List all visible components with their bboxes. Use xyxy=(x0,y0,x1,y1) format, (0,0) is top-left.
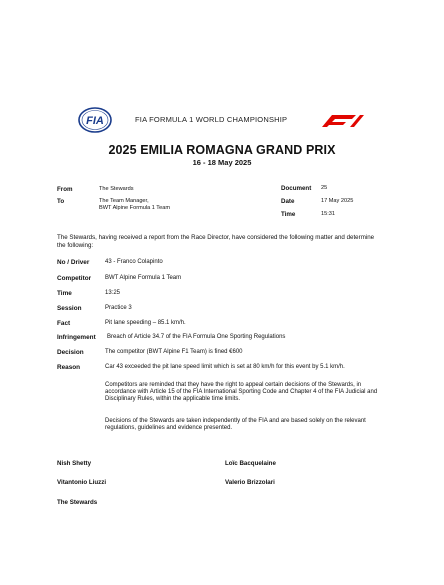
session-value: Practice 3 xyxy=(105,305,132,311)
document-label: Document xyxy=(281,185,312,192)
reason-value: Car 43 exceeded the pit lane speed limit which is set at 80 km/h for this event by 5.1 km/h. xyxy=(105,364,345,370)
to-value-line-2: BWT Alpine Formula 1 Team xyxy=(99,205,170,211)
fact-label: Fact xyxy=(57,320,71,327)
infringement-value: Breach of Article 34.7 of the FIA Formula One Sporting Regulations xyxy=(107,334,286,340)
date-value: 17 May 2025 xyxy=(321,198,354,204)
infringement-label: Infringement xyxy=(57,334,96,341)
competitor-value: BWT Alpine Formula 1 Team xyxy=(105,275,182,281)
steward-signature-3: Vitantonio Liuzzi xyxy=(57,479,107,486)
time-row-label: Time xyxy=(57,290,72,297)
appeal-reminder-paragraph: Competitors are reminded that they have the right to appeal certain decisions of the Stewards, in accordance with Article 15 of the FIA International Sporting Code and Chapter 4 of the FIA Judicial and Disciplinary Rules, within the applicable time limits. xyxy=(105,382,378,403)
steward-signature-4: Valerio Brizzolari xyxy=(225,479,275,486)
decision-value: The competitor (BWT Alpine F1 Team) is fined €600 xyxy=(105,349,243,355)
time-value: 15:31 xyxy=(321,211,335,217)
independence-paragraph: Decisions of the Stewards are taken independently of the FIA and are based solely on the relevant regulations, guidelines and evidence presented. xyxy=(105,418,366,432)
intro-paragraph: The Stewards, having received a report from the Race Director, have considered the following matter and determine the following: xyxy=(57,234,375,249)
document-header xyxy=(78,107,368,135)
event-title: 2025 EMILIA ROMAGNA GRAND PRIX xyxy=(108,143,336,157)
fact-value: Pit lane speeding – 85.1 km/h. xyxy=(105,320,186,326)
decision-label: Decision xyxy=(57,349,84,356)
f1-logo-icon xyxy=(318,112,366,128)
championship-title: FIA FORMULA 1 WORLD CHAMPIONSHIP xyxy=(135,115,288,124)
from-value: The Stewards xyxy=(99,186,134,192)
to-value-line-1: The Team Manager, xyxy=(99,198,149,204)
stewards-group-label: The Stewards xyxy=(57,499,98,506)
steward-signature-2: Loïc Bacquelaine xyxy=(225,460,276,467)
reason-label: Reason xyxy=(57,364,81,371)
f1-logo-text: F1 xyxy=(318,112,320,113)
fia-logo-icon xyxy=(78,107,112,133)
document-value: 25 xyxy=(321,185,328,191)
steward-signature-1: Nish Shetty xyxy=(57,460,92,467)
date-label: Date xyxy=(281,198,295,205)
from-label: From xyxy=(57,186,73,193)
driver-label: No / Driver xyxy=(57,259,90,266)
time-row-value: 13:25 xyxy=(105,290,121,296)
driver-value: 43 - Franco Colapinto xyxy=(105,259,163,265)
fia-logo-text: FIA xyxy=(86,115,104,127)
to-label: To xyxy=(57,198,65,205)
event-dates: 16 - 18 May 2025 xyxy=(192,158,252,167)
session-label: Session xyxy=(57,305,82,312)
time-label: Time xyxy=(281,211,296,218)
competitor-label: Competitor xyxy=(57,275,92,282)
